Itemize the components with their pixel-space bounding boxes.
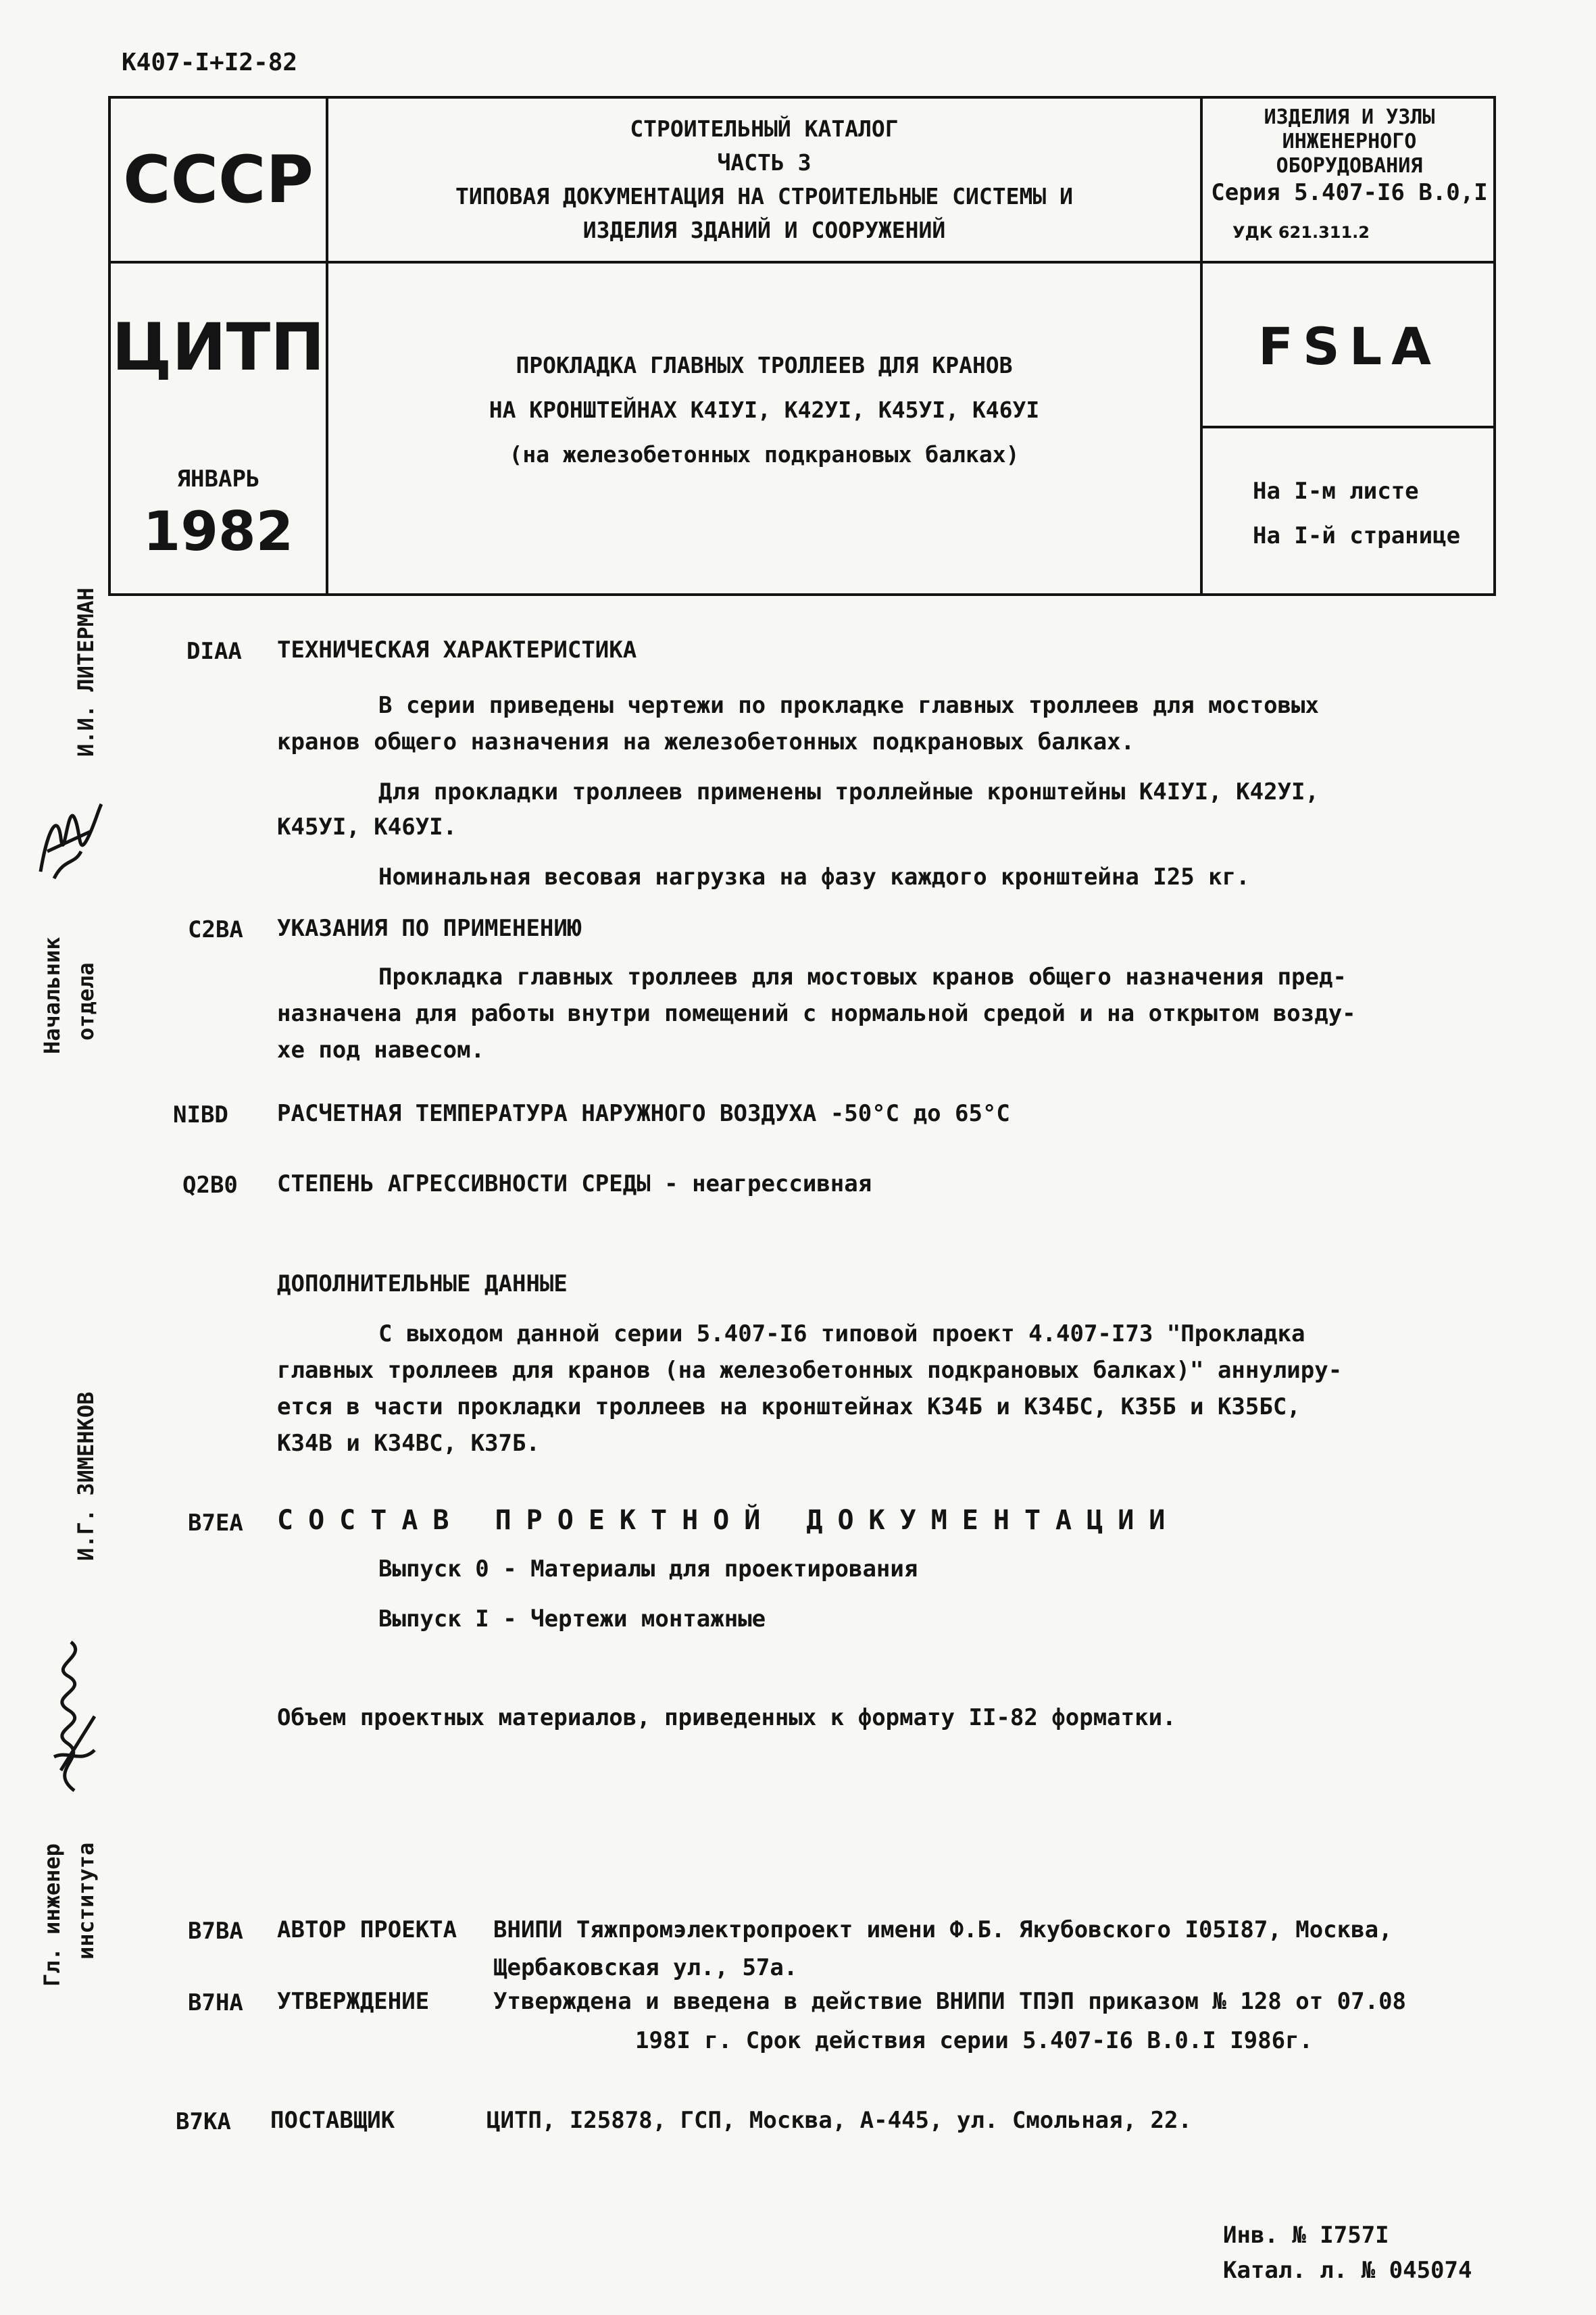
- section-block: [1203, 105, 1496, 207]
- section-title: СТЕПЕНЬ АГРЕССИВНОСТИ СРЕДЫ - неагрессивная: [277, 1170, 872, 1197]
- section-line: ИЗДЕЛИЯ И УЗЛЫ: [1264, 105, 1435, 129]
- field-value: Щербаковская ул., 57а.: [493, 1954, 798, 1981]
- section-title: РАСЧЕТНАЯ ТЕМПЕРАТУРА НАРУЖНОГО ВОЗДУХА -50°С до 65°С: [277, 1100, 1010, 1127]
- country-label: СССР: [123, 142, 314, 218]
- catalog-line: СТРОИТЕЛЬНЫЙ КАТАЛОГ: [630, 116, 899, 142]
- inventory-number: Инв. № I757I: [1223, 2222, 1389, 2249]
- section-title: ДОПОЛНИТЕЛЬНЫЕ ДАННЫЕ: [277, 1270, 568, 1297]
- paragraph-line: К45УI, К46УI.: [277, 814, 457, 841]
- list-item: Выпуск 0 - Материалы для проектирования: [378, 1555, 918, 1583]
- year-label: 1982: [143, 500, 294, 563]
- paragraph-line: Для прокладки троллеев применены троллейные кронштейны К4IУI, К42УI,: [378, 778, 1319, 805]
- field-label: АВТОР ПРОЕКТА: [277, 1916, 457, 1943]
- margin-person1: И.И. ЛИТЕРМАН: [73, 587, 99, 757]
- paragraph-line: Номинальная весовая нагрузка на фазу каждого кронштейна I25 кг.: [378, 864, 1250, 891]
- field-label: ПОСТАВЩИК: [270, 2107, 395, 2134]
- section-code: B7BA: [188, 1918, 243, 1945]
- section-code: C2BA: [188, 916, 243, 943]
- title-line: ПРОКЛАДКА ГЛАВНЫХ ТРОЛЛЕЕВ ДЛЯ КРАНОВ: [516, 352, 1013, 378]
- margin-person2: И.Г. ЗИМЕНКОВ: [73, 1391, 99, 1561]
- section-code: Q2B0: [182, 1172, 238, 1199]
- catalog-line: ИЗДЕЛИЯ ЗДАНИЙ И СООРУЖЕНИЙ: [582, 217, 946, 243]
- field-value: 198I г. Срок действия серии 5.407-I6 В.0.I I986г.: [635, 2027, 1314, 2054]
- org-label: ЦИТП: [111, 309, 325, 385]
- page-label: На I-й странице: [1253, 522, 1461, 549]
- section-line: ИНЖЕНЕРНОГО: [1282, 130, 1417, 153]
- paragraph-line: К34В и К34ВС, К37Б.: [277, 1430, 540, 1457]
- paragraph-line: ется в части прокладки троллеев на кронштейнах К34Б и К34БС, К35Б и К35БС,: [277, 1393, 1301, 1420]
- title-block: [328, 343, 1200, 477]
- section-code: B7KA: [176, 2108, 231, 2135]
- header-frame: [108, 96, 1496, 596]
- series-label: Серия 5.407-I6 В.0,I: [1211, 179, 1488, 206]
- paragraph-line: назначена для работы внутри помещений с нормальной средой и на открытом возду-: [277, 1000, 1356, 1027]
- margin-role1-line1: Начальник: [39, 937, 65, 1054]
- margin-role2-line1: Гл. инженер: [39, 1843, 65, 1987]
- list-item: Выпуск I - Чертежи монтажные: [378, 1605, 766, 1633]
- paragraph-line: С выходом данной серии 5.407-I6 типовой проект 4.407-I73 "Прокладка: [378, 1320, 1305, 1347]
- month-label: ЯНВАРЬ: [176, 466, 260, 493]
- margin-role2-line2: института: [73, 1842, 99, 1960]
- field-label: УТВЕРЖДЕНИЕ: [277, 1988, 430, 2015]
- paragraph-line: кранов общего назначения на железобетонных подкрановых балках.: [277, 728, 1135, 755]
- title-line: (на железобетонных подкрановых балках): [509, 441, 1020, 468]
- signature-2: [27, 1635, 108, 1797]
- classification-code: FSLA: [1258, 316, 1441, 376]
- catalog-block: [328, 112, 1200, 247]
- margin-role1-line2: отдела: [73, 962, 99, 1041]
- catalog-sheet-number: Катал. л. № 045074: [1223, 2257, 1472, 2284]
- section-code: NIBD: [173, 1101, 228, 1128]
- signature-1: [27, 791, 108, 892]
- paragraph-line: хе под навесом.: [277, 1037, 485, 1064]
- section-title: СОСТАВ ПРОЕКТНОЙ ДОКУМЕНТАЦИИ: [277, 1505, 1180, 1536]
- document-number: К407-I+I2-82: [122, 49, 298, 76]
- section-title: УКАЗАНИЯ ПО ПРИМЕНЕНИЮ: [277, 915, 582, 942]
- section-code: B7EA: [188, 1510, 243, 1537]
- paragraph-line: главных троллеев для кранов (на железобетонных подкрановых балках)" аннулиру-: [277, 1357, 1343, 1384]
- section-title: ТЕХНИЧЕСКАЯ ХАРАКТЕРИСТИКА: [277, 637, 637, 664]
- section-line: ОБОРУДОВАНИЯ: [1276, 154, 1423, 178]
- catalog-line: ЧАСТЬ 3: [717, 149, 812, 176]
- field-value: ВНИПИ Тяжпромэлектропроект имени Ф.Б. Якубовского I05I87, Москва,: [493, 1916, 1393, 1943]
- field-value: Утверждена и введена в действие ВНИПИ ТПЭП приказом № 128 от 07.08: [493, 1988, 1407, 2015]
- volume-note: Объем проектных материалов, приведенных к формату II-82 форматки.: [277, 1704, 1176, 1731]
- sheet-label: На I-м листе: [1253, 478, 1419, 505]
- paragraph-line: Прокладка главных троллеев для мостовых кранов общего назначения пред-: [378, 964, 1347, 991]
- udk-label: УДК 621.311.2: [1232, 223, 1370, 242]
- catalog-line: ТИПОВАЯ ДОКУМЕНТАЦИЯ НА СТРОИТЕЛЬНЫЕ СИСТЕМЫ И: [455, 183, 1073, 209]
- section-code: B7HA: [188, 1989, 243, 2016]
- paragraph-line: В серии приведены чертежи по прокладке главных троллеев для мостовых: [378, 692, 1319, 719]
- section-code: DIAA: [186, 638, 242, 665]
- field-value: ЦИТП, I25878, ГСП, Москва, А-445, ул. Смольная, 22.: [487, 2107, 1192, 2134]
- title-line: НА КРОНШТЕЙНАХ К4IУI, К42УI, К45УI, К46УI: [489, 397, 1040, 423]
